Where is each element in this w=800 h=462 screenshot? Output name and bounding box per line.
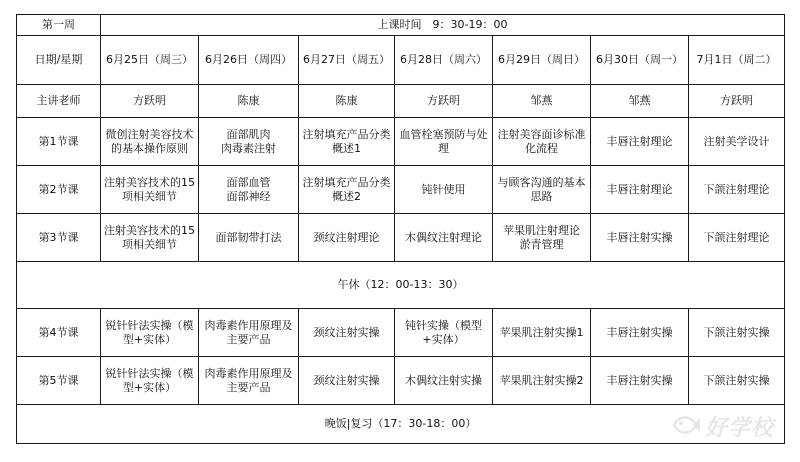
date-cell: 6月26日（周四） — [199, 36, 299, 85]
week-row — [17, 15, 785, 36]
lesson-cell: 注射美容技术的15项相关细节 — [101, 214, 199, 262]
lesson-row — [17, 166, 785, 214]
teacher-row-label: 主讲老师 — [17, 85, 101, 118]
lesson-label: 第5节课 — [17, 357, 101, 405]
lesson-cell: 下颌注射理论 — [689, 166, 785, 214]
date-cell: 6月27日（周五） — [299, 36, 395, 85]
lesson-cell: 颈纹注射理论 — [299, 214, 395, 262]
lesson-cell: 丰唇注射理论 — [591, 118, 689, 166]
dinner-review: 晚饭|复习（17：30-18：00） — [17, 405, 785, 444]
date-row-label: 日期/星期 — [17, 36, 101, 85]
lesson-cell: 丰唇注射实操 — [591, 357, 689, 405]
teacher-cell: 陈康 — [299, 85, 395, 118]
lesson-cell: 微创注射美容技术的基本操作原则 — [101, 118, 199, 166]
lesson-cell: 注射美容面诊标准化流程 — [493, 118, 591, 166]
lesson-cell: 锐针针法实操（模型+实体） — [101, 357, 199, 405]
lesson-label: 第3节课 — [17, 214, 101, 262]
teacher-cell: 邹燕 — [493, 85, 591, 118]
lesson-cell: 肉毒素作用原理及主要产品 — [199, 357, 299, 405]
lesson-cell: 钝针实操（模型+实体） — [395, 309, 493, 357]
lesson-cell: 苹果肌注射实操2 — [493, 357, 591, 405]
lesson-label: 第2节课 — [17, 166, 101, 214]
lesson-cell: 苹果肌注射实操1 — [493, 309, 591, 357]
teacher-cell: 邹燕 — [591, 85, 689, 118]
lesson-cell: 下颌注射实操 — [689, 357, 785, 405]
date-row — [17, 36, 785, 85]
lesson-cell: 颈纹注射实操 — [299, 309, 395, 357]
lesson-cell: 颈纹注射实操 — [299, 357, 395, 405]
lesson-cell: 面部韧带打法 — [199, 214, 299, 262]
lesson-row — [17, 214, 785, 262]
lesson-row — [17, 357, 785, 405]
lesson-row — [17, 118, 785, 166]
lesson-cell: 注射美容技术的15项相关细节 — [101, 166, 199, 214]
lesson-cell: 苹果肌注射理论 淤青管理 — [493, 214, 591, 262]
lesson-cell: 面部肌肉 肉毒素注射 — [199, 118, 299, 166]
class-time: 上课时间 9：30-19：00 — [101, 15, 785, 36]
lesson-label: 第4节课 — [17, 309, 101, 357]
lesson-cell: 下颌注射理论 — [689, 214, 785, 262]
date-cell: 6月28日（周六） — [395, 36, 493, 85]
date-cell: 6月30日（周一） — [591, 36, 689, 85]
teacher-cell: 陈康 — [199, 85, 299, 118]
teacher-row — [17, 85, 785, 118]
schedule-container — [16, 14, 785, 444]
lesson-label: 第1节课 — [17, 118, 101, 166]
lesson-cell: 下颌注射实操 — [689, 309, 785, 357]
week-label: 第一周 — [17, 15, 101, 36]
lesson-cell: 钝针使用 — [395, 166, 493, 214]
teacher-cell: 方跃明 — [101, 85, 199, 118]
lesson-cell: 丰唇注射实操 — [591, 214, 689, 262]
lesson-cell: 丰唇注射实操 — [591, 309, 689, 357]
lunch-row — [17, 262, 785, 309]
teacher-cell: 方跃明 — [395, 85, 493, 118]
lesson-cell: 血管栓塞预防与处理 — [395, 118, 493, 166]
date-cell: 6月29日（周日） — [493, 36, 591, 85]
date-cell: 6月25日（周三） — [101, 36, 199, 85]
watermark-text: 好学校 — [704, 416, 774, 441]
lesson-cell: 面部血管 面部神经 — [199, 166, 299, 214]
lesson-cell: 注射填充产品分类概述2 — [299, 166, 395, 214]
course-schedule-table — [16, 14, 785, 444]
dinner-row — [17, 405, 785, 444]
lesson-cell: 木偶纹注射实操 — [395, 357, 493, 405]
date-cell: 7月1日（周二） — [689, 36, 785, 85]
lesson-cell: 肉毒素作用原理及主要产品 — [199, 309, 299, 357]
lesson-cell: 木偶纹注射理论 — [395, 214, 493, 262]
lesson-cell: 与顾客沟通的基本思路 — [493, 166, 591, 214]
lesson-cell: 注射美学设计 — [689, 118, 785, 166]
lesson-row — [17, 309, 785, 357]
lesson-cell: 注射填充产品分类概述1 — [299, 118, 395, 166]
lesson-cell: 丰唇注射理论 — [591, 166, 689, 214]
lesson-cell: 锐针针法实操（模型+实体） — [101, 309, 199, 357]
lunch-break: 午休（12：00-13：30） — [17, 262, 785, 309]
teacher-cell: 方跃明 — [689, 85, 785, 118]
